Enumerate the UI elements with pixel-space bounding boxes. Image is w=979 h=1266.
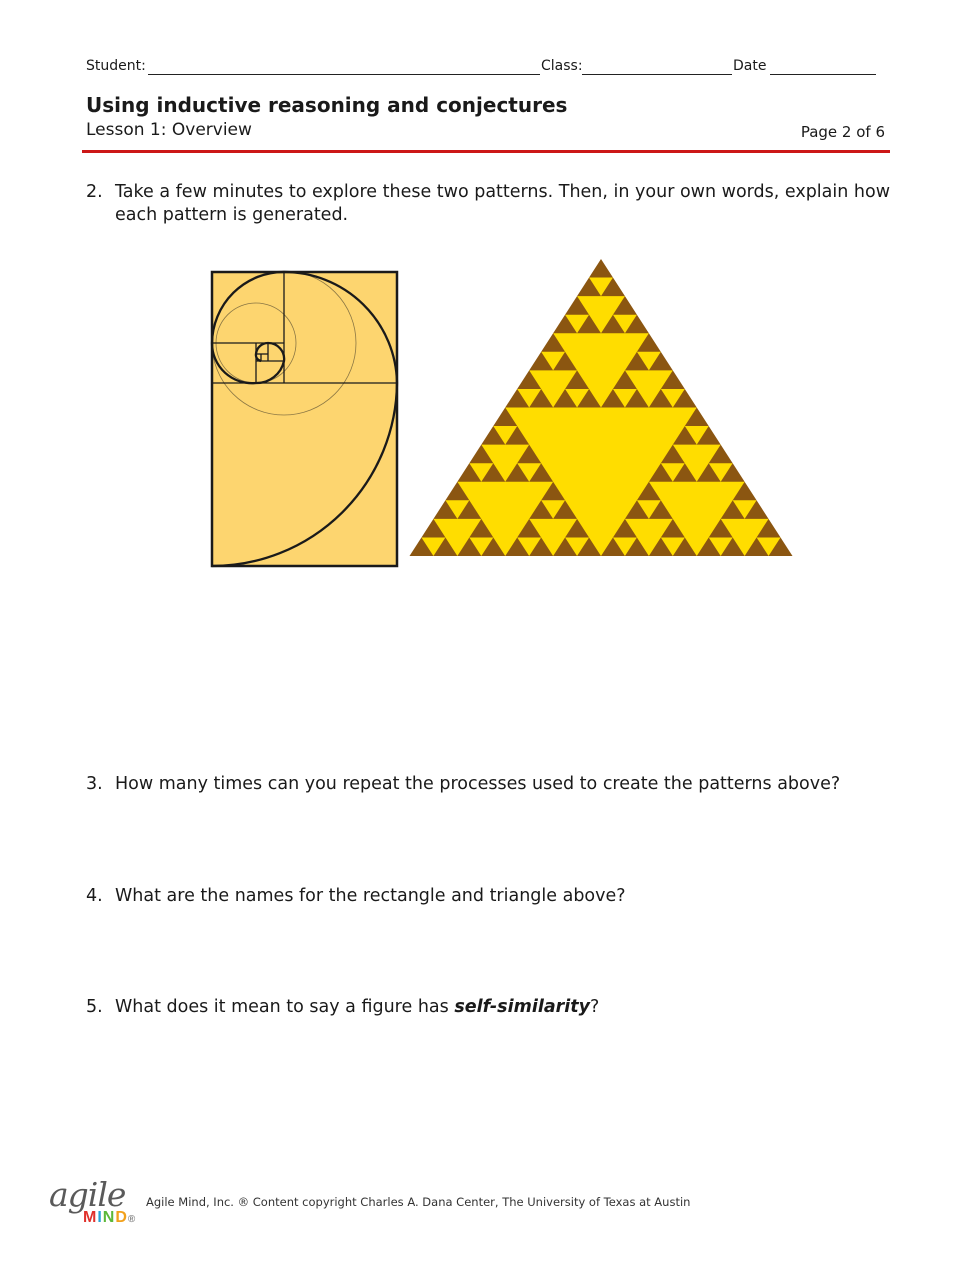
question-text: How many times can you repeat the processes used to create the patterns above? xyxy=(115,774,841,794)
logo-word-agile: agile xyxy=(49,1175,126,1214)
question-number: 3. xyxy=(86,774,103,794)
class-label: Class: xyxy=(541,58,583,74)
logo-letter-n: N xyxy=(102,1209,116,1226)
logo-letter-i: I xyxy=(97,1209,103,1226)
logo-word-mind xyxy=(83,1209,136,1227)
student-blank-line xyxy=(148,74,540,75)
lesson-title: Using inductive reasoning and conjectures xyxy=(86,93,568,117)
copyright-notice: Agile Mind, Inc. ® Content copyright Charles A. Dana Center, The University of Texas at Austin xyxy=(146,1195,691,1209)
student-label: Student: xyxy=(86,58,146,74)
header-fields xyxy=(86,58,876,80)
lesson-subtitle: Lesson 1: Overview xyxy=(86,120,252,140)
logo-letter-m: M xyxy=(83,1209,98,1226)
date-blank-line xyxy=(770,74,876,75)
date-label: Date xyxy=(733,58,767,74)
agile-mind-logo xyxy=(49,1175,149,1231)
question-text-start: What does it mean to say a figure has xyxy=(115,997,455,1017)
sierpinski-triangle-figure xyxy=(408,258,794,558)
header-divider xyxy=(82,150,890,153)
class-blank-line xyxy=(582,74,732,75)
question-number: 2. xyxy=(86,182,103,202)
question-number: 4. xyxy=(86,886,103,906)
page-number: Page 2 of 6 xyxy=(800,123,885,141)
question-text: Take a few minutes to explore these two patterns. Then, in your own words, explain how each pattern is generated. xyxy=(115,182,891,225)
key-term: self-similarity xyxy=(454,997,591,1017)
golden-rectangle-outline xyxy=(212,272,397,566)
question-text: What are the names for the rectangle and triangle above? xyxy=(115,886,626,906)
logo-registered-mark: ® xyxy=(127,1214,137,1225)
golden-rectangle-figure xyxy=(210,270,400,570)
question-text xyxy=(115,996,891,1019)
question-number: 5. xyxy=(86,997,103,1017)
question-text-end: ? xyxy=(590,997,600,1017)
logo-letter-d: D xyxy=(115,1209,128,1226)
